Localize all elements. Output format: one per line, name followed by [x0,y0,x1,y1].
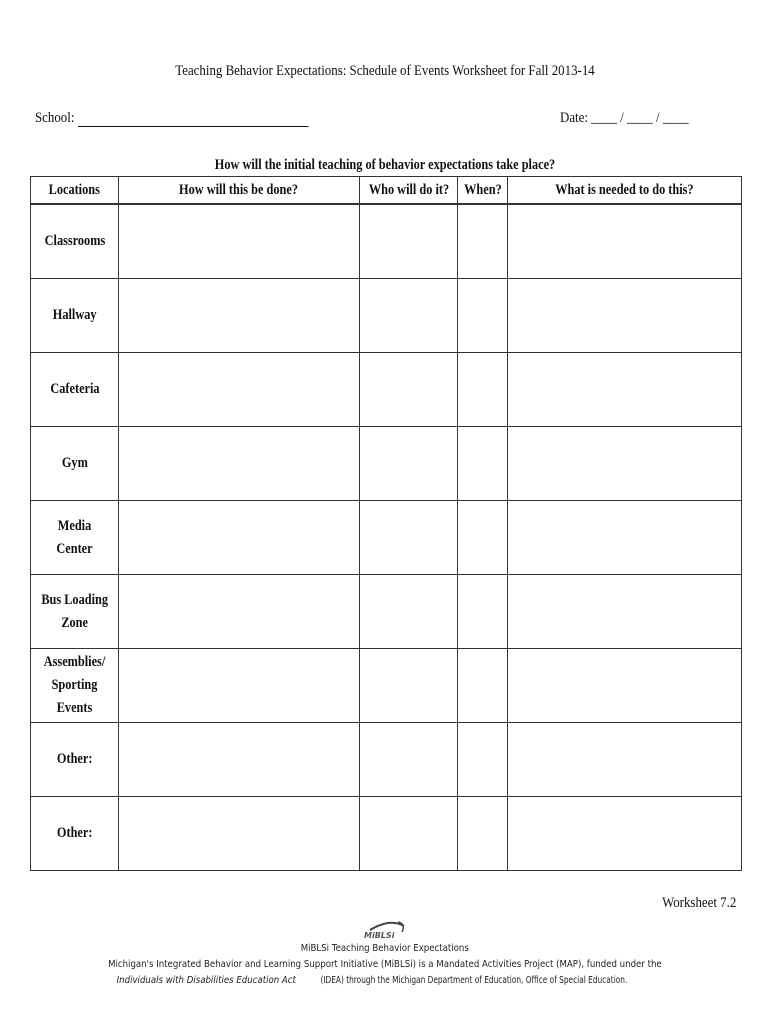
how-cell[interactable] [119,501,360,575]
who-cell[interactable] [360,723,458,797]
who-cell[interactable] [360,353,458,427]
who-cell[interactable] [360,501,458,575]
when-cell[interactable] [458,279,508,353]
table-row [31,649,742,723]
school-blank-line[interactable] [78,112,308,127]
location-cell: Assemblies/ Sporting Events [31,649,119,723]
needed-cell[interactable] [508,204,742,279]
schedule-table [30,176,742,871]
svg-text:MiBLSi: MiBLSi [364,931,395,940]
table-row [31,279,742,353]
header-needed: What is needed to do this? [508,177,742,205]
how-cell[interactable] [119,279,360,353]
header-who: Who will do it? [360,177,458,205]
who-cell[interactable] [360,427,458,501]
how-cell[interactable] [119,427,360,501]
date-label: Date: ____ / ____ / ____ [560,110,689,126]
table-row [31,427,742,501]
when-cell[interactable] [458,427,508,501]
when-cell[interactable] [458,575,508,649]
table-row [31,353,742,427]
location-cell: Other: [31,797,119,871]
table-row [31,575,742,649]
when-cell[interactable] [458,353,508,427]
location-cell: Hallway [31,279,119,353]
header-how: How will this be done? [119,177,360,205]
needed-cell[interactable] [508,723,742,797]
how-cell[interactable] [119,204,360,279]
when-cell[interactable] [458,649,508,723]
location-cell: Bus Loading Zone [31,575,119,649]
table-row [31,501,742,575]
school-field [35,110,308,127]
when-cell[interactable] [458,501,508,575]
needed-cell[interactable] [508,797,742,871]
when-cell[interactable] [458,204,508,279]
footer-line-3 [0,975,770,986]
location-cell: Classrooms [31,204,119,279]
needed-cell[interactable] [508,427,742,501]
how-cell[interactable] [119,353,360,427]
table-row [31,797,742,871]
how-cell[interactable] [119,723,360,797]
header-locations: Locations [31,177,119,205]
who-cell[interactable] [360,204,458,279]
table-row [31,204,742,279]
footer-line-3-rest: (IDEA) through the Michigan Department of Education, Office of Special Education. [321,975,629,986]
worksheet-number: Worksheet 7.2 [661,895,736,911]
school-label: School: [35,110,75,126]
header-when: When? [458,177,508,205]
needed-cell[interactable] [508,279,742,353]
needed-cell[interactable] [508,501,742,575]
who-cell[interactable] [360,649,458,723]
location-cell: Other: [31,723,119,797]
table-header-row [31,177,742,205]
footer-line-1: MiBLSi Teaching Behavior Expectations [300,943,470,954]
how-cell[interactable] [119,649,360,723]
footer-act-name: Individuals with Disabilities Education Act [116,975,297,986]
who-cell[interactable] [360,575,458,649]
who-cell[interactable] [360,797,458,871]
needed-cell[interactable] [508,353,742,427]
needed-cell[interactable] [508,575,742,649]
needed-cell[interactable] [508,649,742,723]
location-cell: Media Center [31,501,119,575]
section-question: How will the initial teaching of behavior expectations take place? [214,157,556,173]
who-cell[interactable] [360,279,458,353]
page-title: Teaching Behavior Expectations: Schedule of Events Worksheet for Fall 2013-14 [175,63,595,79]
location-cell: Cafeteria [31,353,119,427]
location-cell: Gym [31,427,119,501]
footer-line-2: Michigan's Integrated Behavior and Learning Support Initiative (MiBLSi) is a Mandated Activities Project (MAP), funded under the [108,959,662,970]
table-row [31,723,742,797]
date-field [560,110,689,127]
miblsi-logo [360,916,410,940]
when-cell[interactable] [458,797,508,871]
how-cell[interactable] [119,575,360,649]
how-cell[interactable] [119,797,360,871]
when-cell[interactable] [458,723,508,797]
